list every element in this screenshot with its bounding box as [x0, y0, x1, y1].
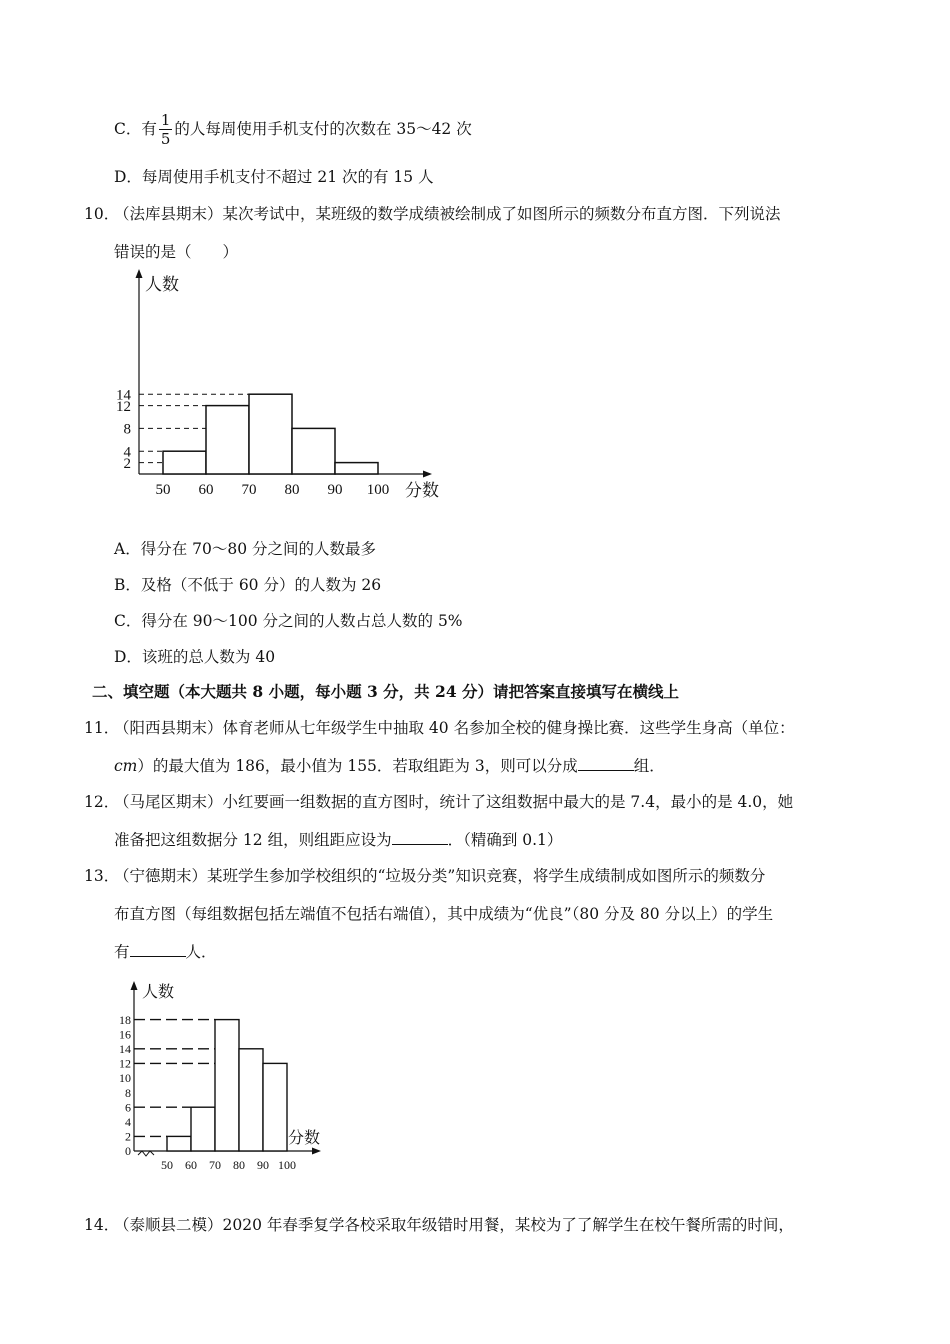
q13-line3: 有 人．: [114, 943, 217, 961]
q14-line1: 14．（泰顺县二模）2020 年春季复学各校采取年级错时用餐，某校为了了解学生在校午餐所需的时间，: [84, 1216, 794, 1234]
y-tick-label: 14: [116, 387, 131, 404]
y-tick-label: 2: [123, 455, 131, 472]
answer-blank[interactable]: [392, 830, 448, 845]
histogram-bar: [249, 394, 292, 474]
x-axis-title: 分数: [405, 481, 439, 500]
section-heading: 二、填空题（本大题共 8 小题，每小题 3 分，共 24 分）请把答案直接填写在横线上: [92, 682, 680, 701]
y-axis-arrow: [136, 269, 143, 278]
x-axis-arrow: [423, 471, 432, 478]
q9-option-d: D．每周使用手机支付不超过 21 次的有 15 人: [114, 168, 434, 186]
q10-option-d: D．该班的总人数为 40: [114, 648, 276, 666]
q12-line1: 12．（马尾区期末）小红要画一组数据的直方图时，统计了这组数据中最大的是 7.4，最小的是 4.0，她: [84, 793, 794, 811]
y-tick-label: 10: [119, 1071, 131, 1086]
y-tick-label: 0: [125, 1144, 131, 1159]
y-tick-label: 18: [119, 1012, 131, 1027]
histogram-bar: [239, 1049, 263, 1151]
y-tick-label: 8: [123, 421, 131, 438]
q10-option-c: C．得分在 90～100 分之间的人数占总人数的 5%: [114, 612, 463, 630]
q12-line2: 准备把这组数据分 12 组，则组距应设为 ．（精确到 0.1）: [114, 831, 563, 849]
y-tick-label: 6: [125, 1100, 131, 1115]
q10-option-a: A．得分在 70～80 分之间的人数最多: [114, 540, 376, 558]
q10-histogram: [105, 268, 450, 504]
histogram-bar: [292, 428, 335, 474]
y-tick-label: 12: [119, 1056, 131, 1071]
q9-option-c: C．有 $\frac{1}{5}$ 的人每周使用手机支付的次数在 35～42 次: [114, 111, 472, 148]
q11-line2: cm）的最大值为 186，最小值为 155．若取组距为 3，则可以分成 组．: [114, 757, 665, 775]
histogram-bar: [163, 451, 206, 474]
x-axis-arrow: [312, 1148, 321, 1155]
q10-option-b: B．及格（不低于 60 分）的人数为 26: [114, 576, 382, 594]
y-tick-label: 4: [123, 444, 131, 461]
y-tick-label: 8: [125, 1085, 131, 1100]
answer-blank[interactable]: [578, 756, 634, 771]
answer-blank[interactable]: [130, 942, 186, 957]
histogram-bar: [335, 463, 378, 474]
histogram-bar: [167, 1136, 191, 1151]
histogram-bar: [263, 1063, 287, 1151]
x-tick-label: 60: [198, 482, 214, 498]
x-tick-label: 80: [284, 482, 300, 498]
q13-line2: 布直方图（每组数据包括左端值不包括右端值），其中成绩为“优良”（80 分及 80 分以上）的学生: [114, 905, 774, 923]
q13-histogram: [112, 978, 330, 1173]
x-axis-title: 分数: [288, 1130, 321, 1147]
y-axis-title: 人数: [145, 275, 179, 294]
y-tick-label: 2: [125, 1129, 131, 1144]
x-tick-label: 70: [241, 482, 257, 498]
y-axis-title: 人数: [142, 984, 175, 1001]
histogram-bar: [191, 1107, 215, 1151]
x-tick-label: 90: [327, 482, 343, 498]
y-tick-label: 12: [116, 398, 131, 415]
y-tick-label: 4: [125, 1115, 131, 1129]
q13-line1: 13．（宁德期末）某班学生参加学校组织的“垃圾分类”知识竞赛，将学生成绩制成如图所示的频数分: [84, 867, 766, 885]
y-tick-label: 14: [119, 1042, 131, 1056]
x-tick-label: 50: [155, 482, 171, 498]
q11-line1: 11．（阳西县期末）体育老师从七年级学生中抽取 40 名参加全校的健身操比赛．这些学生身高（单位：: [84, 719, 795, 737]
y-tick-label: 16: [119, 1027, 131, 1042]
axis-break-mark: [138, 1151, 154, 1156]
fraction: $\frac{1}{5}$: [160, 111, 171, 148]
histogram-bar: [215, 1020, 239, 1151]
x-tick-label: 50: [161, 1158, 173, 1172]
x-tick-label: 90: [257, 1158, 269, 1172]
q10-stem-line1: 10．（法库县期末）某次考试中，某班级的数学成绩被绘制成了如图所示的频数分布直方图．下列说法: [84, 205, 781, 223]
histogram-bar: [206, 406, 249, 474]
x-tick-label: 80: [233, 1158, 245, 1172]
x-tick-label: 70: [209, 1158, 221, 1172]
q10-stem-line2: 错误的是（ ）: [114, 243, 239, 261]
x-tick-label: 100: [366, 482, 390, 498]
y-axis-arrow: [131, 981, 138, 990]
x-tick-label: 60: [185, 1158, 197, 1172]
x-tick-label: 100: [278, 1158, 296, 1172]
